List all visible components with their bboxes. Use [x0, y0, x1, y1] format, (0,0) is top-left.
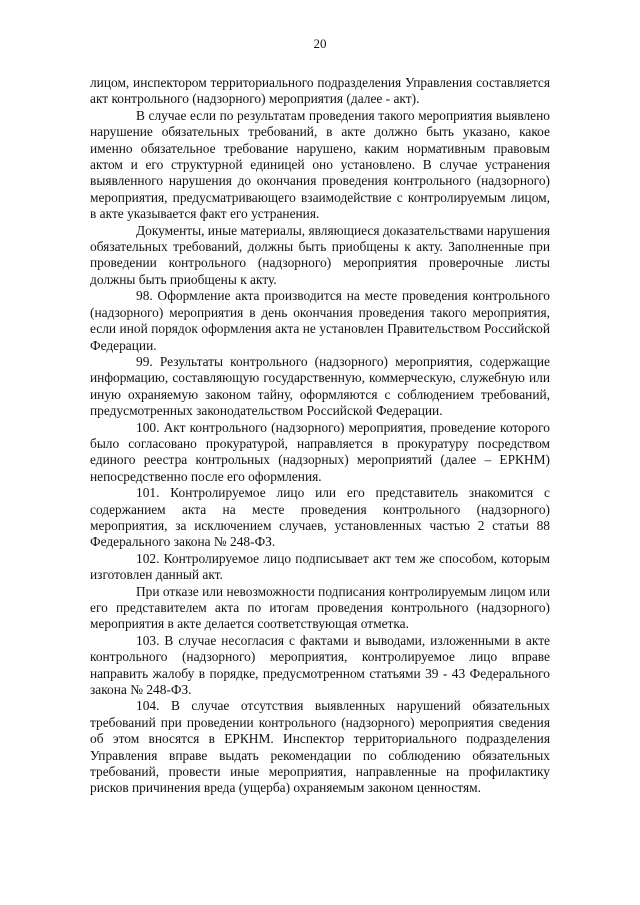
paragraph-101: 101. Контролируемое лицо или его представитель знакомится с содержанием акта на месте проведения контрольного (надзорного) мероприятия, за исключением случаев, установленных частью 2 статьи 88 Федерального закона № 248-ФЗ.: [90, 485, 550, 550]
paragraph-violation-details: В случае если по результатам проведения такого мероприятия выявлено нарушение обязательных требований, в акте должно быть указано, какое именно обязательное требование нарушено, каким нормативным правовым актом и его структурной единицей оно установлено. В случае устранения выявленного нарушения до окончания проведения контрольного (надзорного) мероприятия, предусматривающего взаимодействие с контролируемым лицом, в акте указывается факт его устранения.: [90, 107, 550, 222]
paragraph-100: 100. Акт контрольного (надзорного) мероприятия, проведение которого было согласовано прокуратурой, направляется в прокуратуру посредством единого реестра контрольных (надзорных) мероприятий (далее – ЕРКНМ) непосредственно после его оформления.: [90, 419, 550, 484]
paragraph-continuation: лицом, инспектором территориального подразделения Управления составляется акт контрольного (надзорного) мероприятия (далее - акт).: [90, 75, 550, 107]
paragraph-evidence-documents: Документы, иные материалы, являющиеся доказательствами нарушения обязательных требований, должны быть приобщены к акту. Заполненные при проведении контрольного (надзорного) мероприятия проверочные листы должны быть приобщены к акту.: [90, 222, 551, 287]
paragraph-103: 103. В случае несогласия с фактами и выводами, изложенными в акте контрольного (надзорного) мероприятия, контролируемое лицо вправе направить жалобу в порядке, предусмотренном статьями 39 - 43 Федерального закона № 248-ФЗ.: [90, 632, 550, 698]
paragraph-102: 102. Контролируемое лицо подписывает акт тем же способом, которым изготовлен данный акт.: [90, 550, 550, 583]
paragraph-104: 104. В случае отсутствия выявленных нарушений обязательных требований при проведении контрольного (надзорного) мероприятия сведения об этом вносятся в ЕРКНМ. Инспектор территориального подразделения Управления вправе выдать рекомендации по соблюдению обязательных требований, провести иные мероприятия, направленные на профилактику рисков причинения вреда (ущерба) охраняемым законом ценностям.: [90, 698, 550, 796]
paragraph-98: 98. Оформление акта производится на месте проведения контрольного (надзорного) мероприятия в день окончания проведения такого мероприятия, если иной порядок оформления акта не установлен Правительством Российской Федерации.: [90, 288, 550, 353]
paragraph-99: 99. Результаты контрольного (надзорного) мероприятия, содержащие информацию, составляющую государственную, коммерческую, служебную или иную охраняемую законом тайну, оформляются с соблюдением требований, предусмотренных законодательством Российской Федерации.: [90, 353, 550, 419]
document-body: [90, 75, 550, 797]
page-number: 20: [313, 36, 327, 51]
paragraph-refusal-to-sign: При отказе или невозможности подписания контролируемым лицом или его представителем акта по итогам проведения контрольного (надзорного) мероприятия в акте делается соответствующая отметка.: [90, 583, 551, 632]
